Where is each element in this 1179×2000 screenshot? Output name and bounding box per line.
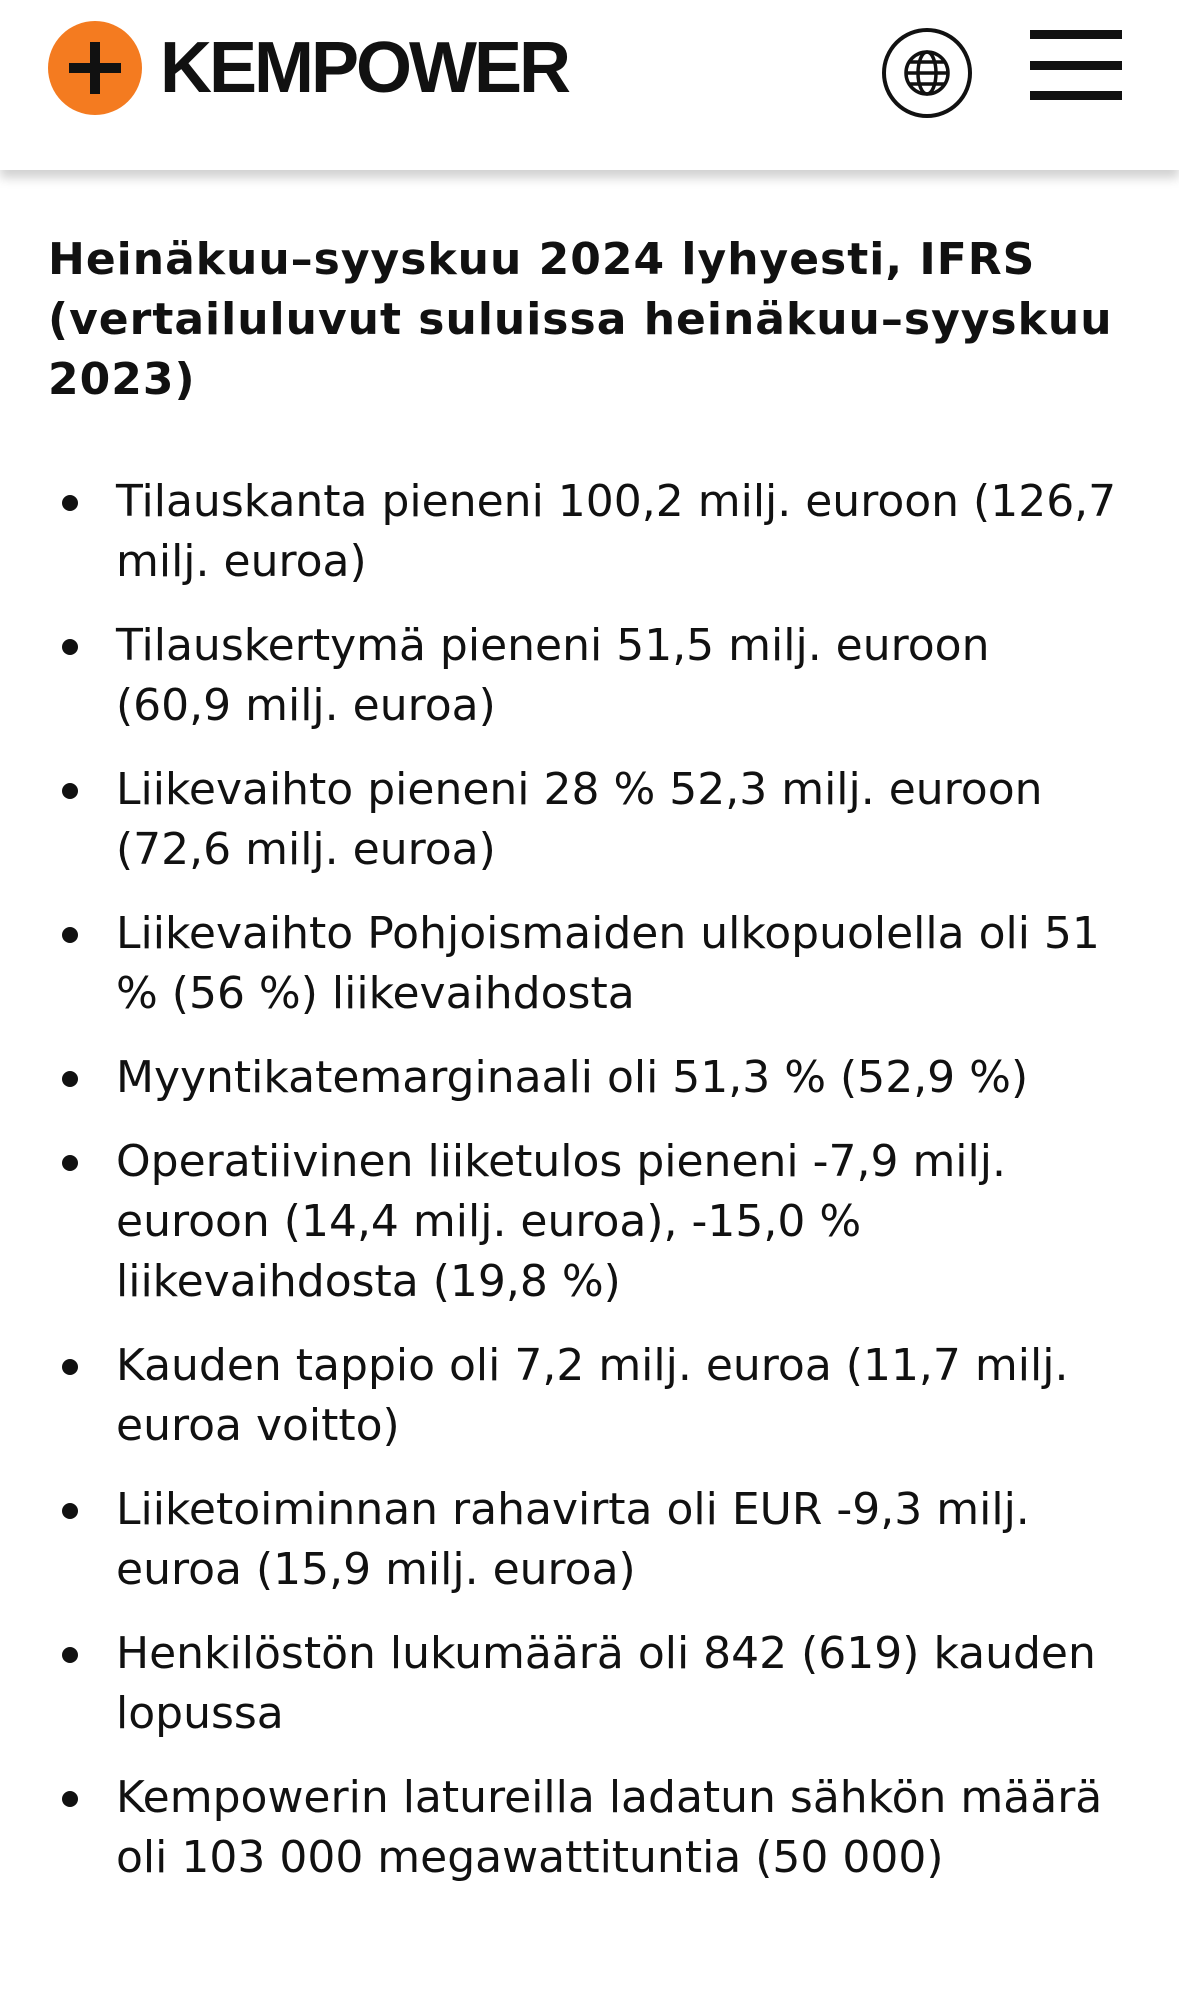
bullet-icon bbox=[62, 639, 78, 655]
list-item-text: Liikevaihto pieneni 28 % 52,3 milj. euroon (72,6 milj. euroa) bbox=[116, 764, 1043, 875]
list-item-text: Henkilöstön lukumäärä oli 842 (619) kauden lopussa bbox=[116, 1628, 1096, 1739]
menu-line bbox=[1030, 30, 1122, 39]
bullet-icon bbox=[62, 1647, 78, 1663]
bullet-icon bbox=[62, 1791, 78, 1807]
highlights-list bbox=[48, 472, 1118, 1888]
list-item-text: Kauden tappio oli 7,2 milj. euroa (11,7 milj. euroa voitto) bbox=[116, 1340, 1069, 1451]
language-button[interactable] bbox=[882, 28, 972, 118]
kempower-logo[interactable] bbox=[48, 20, 568, 116]
list-item-text: Kempowerin latureilla ladatun sähkön määrä oli 103 000 megawattituntia (50 000) bbox=[116, 1772, 1103, 1883]
list-item bbox=[48, 760, 1118, 880]
bullet-icon bbox=[62, 1503, 78, 1519]
site-header bbox=[0, 0, 1179, 170]
menu-line bbox=[1030, 91, 1122, 100]
list-item bbox=[48, 1336, 1118, 1456]
page-title: Heinäkuu–syyskuu 2024 lyhyesti, IFRS (vertailuluvut suluissa heinäkuu–syyskuu 2023) bbox=[48, 234, 1113, 405]
list-item bbox=[48, 1048, 1118, 1108]
hamburger-menu-icon[interactable] bbox=[1030, 30, 1122, 100]
list-item-text: Operatiivinen liiketulos pieneni -7,9 milj. euroon (14,4 milj. euroa), -15,0 % liikevaihdosta (19,8 %) bbox=[116, 1136, 1006, 1307]
bullet-icon bbox=[62, 783, 78, 799]
list-item-text: Myyntikatemarginaali oli 51,3 % (52,9 %) bbox=[116, 1052, 1029, 1103]
list-item bbox=[48, 1624, 1118, 1744]
list-item bbox=[48, 1768, 1118, 1888]
globe-icon bbox=[902, 48, 952, 98]
list-item bbox=[48, 472, 1118, 592]
list-item bbox=[48, 616, 1118, 736]
brand-name: KEMPOWER bbox=[160, 28, 568, 108]
list-item bbox=[48, 904, 1118, 1024]
list-item-text: Liikevaihto Pohjoismaiden ulkopuolella oli 51 % (56 %) liikevaihdosta bbox=[116, 908, 1100, 1019]
menu-line bbox=[1030, 61, 1122, 70]
plus-logo-icon bbox=[48, 21, 142, 115]
logo-plus-vertical bbox=[90, 42, 100, 94]
bullet-icon bbox=[62, 1155, 78, 1171]
list-item bbox=[48, 1480, 1118, 1600]
article-content bbox=[48, 230, 1118, 1912]
list-item bbox=[48, 1132, 1118, 1312]
bullet-icon bbox=[62, 927, 78, 943]
list-item-text: Liiketoiminnan rahavirta oli EUR -9,3 milj. euroa (15,9 milj. euroa) bbox=[116, 1484, 1030, 1595]
list-item-text: Tilauskanta pieneni 100,2 milj. euroon (126,7 milj. euroa) bbox=[116, 476, 1117, 587]
bullet-icon bbox=[62, 1359, 78, 1375]
list-item-text: Tilauskertymä pieneni 51,5 milj. euroon (60,9 milj. euroa) bbox=[116, 620, 990, 731]
bullet-icon bbox=[62, 495, 78, 511]
bullet-icon bbox=[62, 1071, 78, 1087]
